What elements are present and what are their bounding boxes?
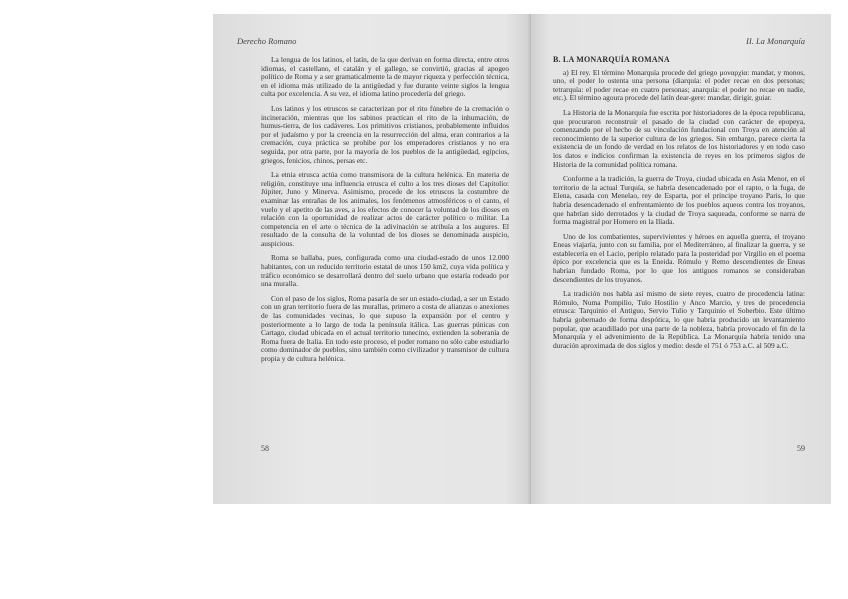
left-paragraph-4: Roma se hallaba, pues, configurada como una ciudad-estado de unos 12.000 habitantes, con un reducido territorio estatal de unos 150 km2, cuya vida política y tráfico económico se desarrollará dentro del suelo urbano que estaría rodeado por una muralla. — [261, 253, 509, 289]
right-page-number: 59 — [797, 444, 805, 453]
left-paragraph-2: Los latinos y los etruscos se caracterizan por el rito fúnebre de la cremación o incineración, mientras que los sabinos practican el rito de la inhumación, de humus-tierra, de los cadáveres. Los primitivos cristianos, probablemente influidos por el judaísmo y por la creencia en la resurrección del alma, eran contrarios a la cremación, cuya práctica se prohibe por los emperadores cristianos y no era seguida, por otra parte, por la mayoría de los pueblos de la antigüedad, egipcios, griegos, fenicios, chinos, persas etc. — [261, 103, 509, 165]
left-running-head: Derecho Romano — [237, 36, 297, 46]
left-page-text — [261, 56, 509, 370]
section-heading: B. LA MONARQUÍA ROMANA — [553, 55, 670, 64]
right-running-head: II. La Monarquía — [746, 36, 805, 46]
right-paragraph-5: La tradición nos habla así mismo de siete reyes, cuatro de procedencia latina: Rómulo, Numa Pompilio, Tulo Hostilio y Anco Marcio, y tres de procedencia etrusca: Tarquinio el Antiguo, Servio Tulio y Tarquinio el Soberbio. Este último habría gobernado de forma despótica, lo que habría producido un levantamiento popular, que acaudillado por una parte de la nobleza, habría provocado el fin de la Monarquía y el advenimiento de la República. La Monarquía habría tenido una duración aproximada de dos siglos y medio: desde el 751 ó 753 a.C. al 509 a.C. — [553, 289, 805, 350]
left-paragraph-1: La lengua de los latinos, el latín, de la que derivan en forma directa, entre otros idiomas, el castellano, el catalán y el gallego, se convirtió, gracias al apogeo político de Roma y a ser gramaticalmente la de mayor riqueza y perfección técnica, en el idioma más utilizado de la antigüedad y fue durante veinte siglos la lengua culta por excelencia. A su vez, el idioma latino procedería del griego. — [261, 55, 509, 99]
right-paragraph-4: Uno de los combatientes, supervivientes y héroes en aquella guerra, el troyano Eneas viajaría, junto con su familia, por el Mediterráneo, al finalizar la guerra, y se establecería en el Lacio, periplo relatado para la posteridad por Virgilio en el poema épico por excelencia que es la Eneida. Rómulo y Remo descendientes de Eneas habrían fundado Roma, por lo que los antiguos romanos se consideraban descendientes de los troyanos. — [553, 231, 805, 284]
right-paragraph-2: La Historia de la Monarquía fue escrita por historiadores de la época republicana, que procuraron reconstruir el pasado de la ciudad con carácter de epopeya, comenzando por el hecho de su vinculación fundacional con Troya en atención al reconocimiento de la superior cultura de los griegos. Sin embargo, parece cierta la existencia de un fondo de verdad en los relatos de los historiadores y en todo caso los datos e indicios confirman la existencia de reyes en los primeros siglos de Historia de la comunidad política romana. — [553, 107, 805, 169]
right-page — [531, 14, 831, 504]
left-page — [213, 14, 531, 504]
right-paragraph-3: Conforme a la tradición, la guerra de Troya, ciudad ubicada en Asia Menor, en el territorio de la actual Turquía, se habría desencadenado por el rapto, o la fuga, de Elena, casada con Menelao, rey de Esparta, por el príncipe troyano Paris, lo que habría desencadenado el enfrentamiento de los pueblos aqueos contra los troyanos, que habrían sido derrotados y la ciudad de Troya saqueada, conforme se narra de forma magistral por Homero en la Ilíada. — [553, 174, 805, 227]
left-paragraph-5: Con el paso de los siglos, Roma pasaría de ser un estado-ciudad, a ser un Estado con un gran territorio fuera de las murallas, primero a costa de alianzas o anexiones de las comunidades vecinas, lo que supuso la expansión por el centro y posteriormente a lo largo de toda la península itálica. Las guerras púnicas con Cartago, ciudad ubicada en el actual territorio tunecino, extienden la soberanía de Roma fuera de Italia. En todo este proceso, el poder romano no sólo cabe estudiarlo como dominador de pueblos, sino también como civilizador y transmisor de cultura propia y de cultura helénica. — [261, 293, 509, 363]
right-paragraph-1: a) El rey. El término Monarquía procede del griego μοναρχία: mandar, y monos, uno, el poder lo ostenta una persona (diarquía: el poder recae en dos personas; tetrarquía: el poder recae en cuatro personas; anarquía: el poder no recae en nadie, etc.). El término agoura procede del latín dear-gere: mandar, dirigir, guiar. — [553, 67, 805, 103]
left-paragraph-3: La etnia etrusca actúa como transmisora de la cultura helénica. En materia de religión, constituye una influencia etrusca el culto a los tres dioses del Capitolio: Júpiter, Juno y Minerva. Asimismo, procede de los etruscos la costumbre de examinar las entrañas de los animales, los fenómenos atmosféricos o el canto, el vuelo y el apetito de las aves, a los efectos de conocer la voluntad de los dioses en relación con la oportunidad de realizar actos de carácter político o militar. La competencia en el arte o técnica de la adivinación se atribuía a los augures. El resultado de la consulta de la voluntad de los dioses se denominada auspicio, auspicious. — [261, 170, 509, 248]
right-page-text — [553, 56, 805, 356]
left-page-number: 58 — [261, 444, 269, 453]
